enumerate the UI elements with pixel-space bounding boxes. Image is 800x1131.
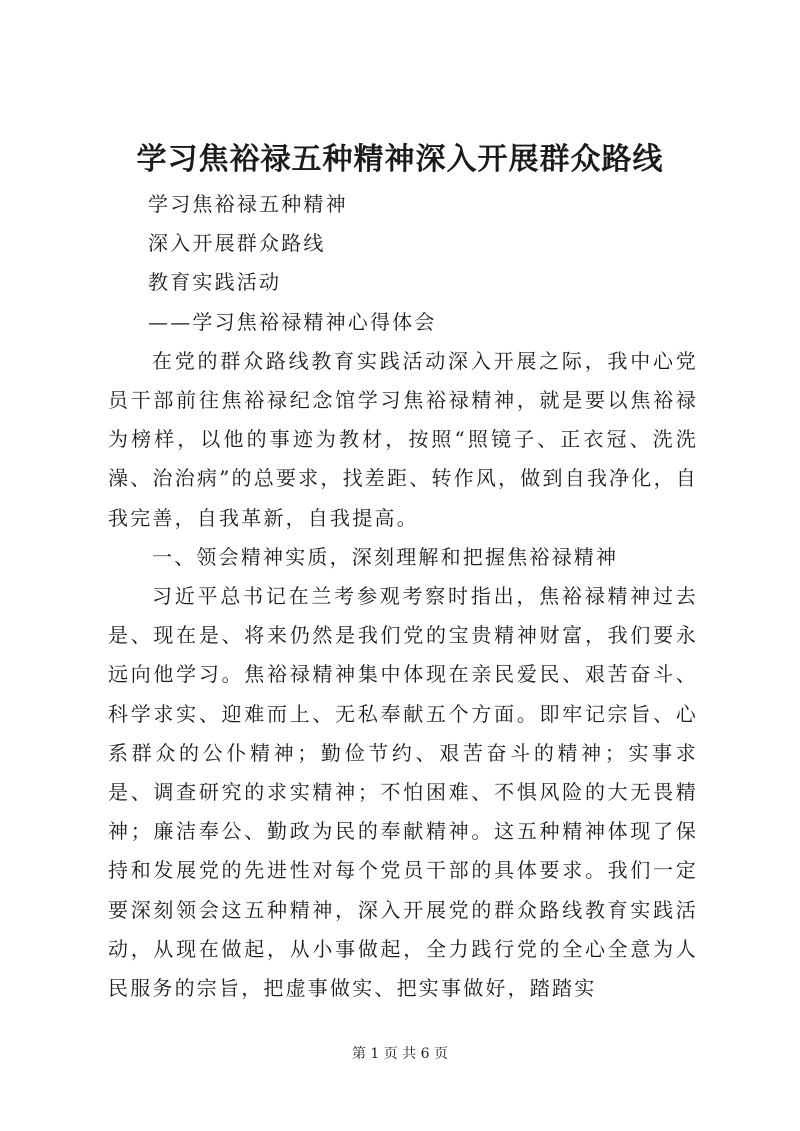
paragraph-intro: 在党的群众路线教育实践活动深入开展之际，我中心党员干部前往焦裕禄纪念馆学习焦裕禄精神，就是要以焦裕禄为榜样，以他的事迹为教材，按照“照镜子、正衣冠、洗洗澡、治治病”的总要求，找差距、转作风，做到自我净化，自我完善，自我革新，自我提高。	[108, 348, 698, 530]
subtitle-line-2: 深入开展群众路线	[148, 231, 326, 256]
document-body	[108, 185, 698, 1008]
subtitle-line-1: 学习焦裕禄五种精神	[148, 192, 348, 216]
page-footer: 第 1 页 共 6 页	[351, 1046, 449, 1062]
page-title: 学习焦裕禄五种精神深入开展群众路线	[136, 142, 664, 177]
section-heading-1: 一、领会精神实质，深刻理解和把握焦裕禄精神	[152, 544, 619, 569]
subtitle-line-3: 教育实践活动	[148, 270, 282, 295]
subtitle-line-4: ——学习焦裕禄精神心得体会	[148, 309, 437, 334]
paragraph-section-1: 习近平总书记在兰考参观考察时指出，焦裕禄精神过去是、现在是、将来仍然是我们党的宝贵精神财富，我们要永远向他学习。焦裕禄精神集中体现在亲民爱民、艰苦奋斗、科学求实、迎难而上、无私奉献五个方面。即牢记宗旨、心系群众的公仆精神；勤俭节约、艰苦奋斗的精神；实事求是、调查研究的求实精神；不怕困难、不惧风险的大无畏精神；廉洁奉公、勤政为民的奉献精神。这五种精神体现了保持和发展党的先进性对每个党员干部的具体要求。我们一定要深刻领会这五种精神，深入开展党的群众路线教育实践活动，从现在做起，从小事做起，全力践行党的全心全意为人民服务的宗旨，把虚事做实、把实事做好，踏踏实	[108, 584, 698, 1001]
